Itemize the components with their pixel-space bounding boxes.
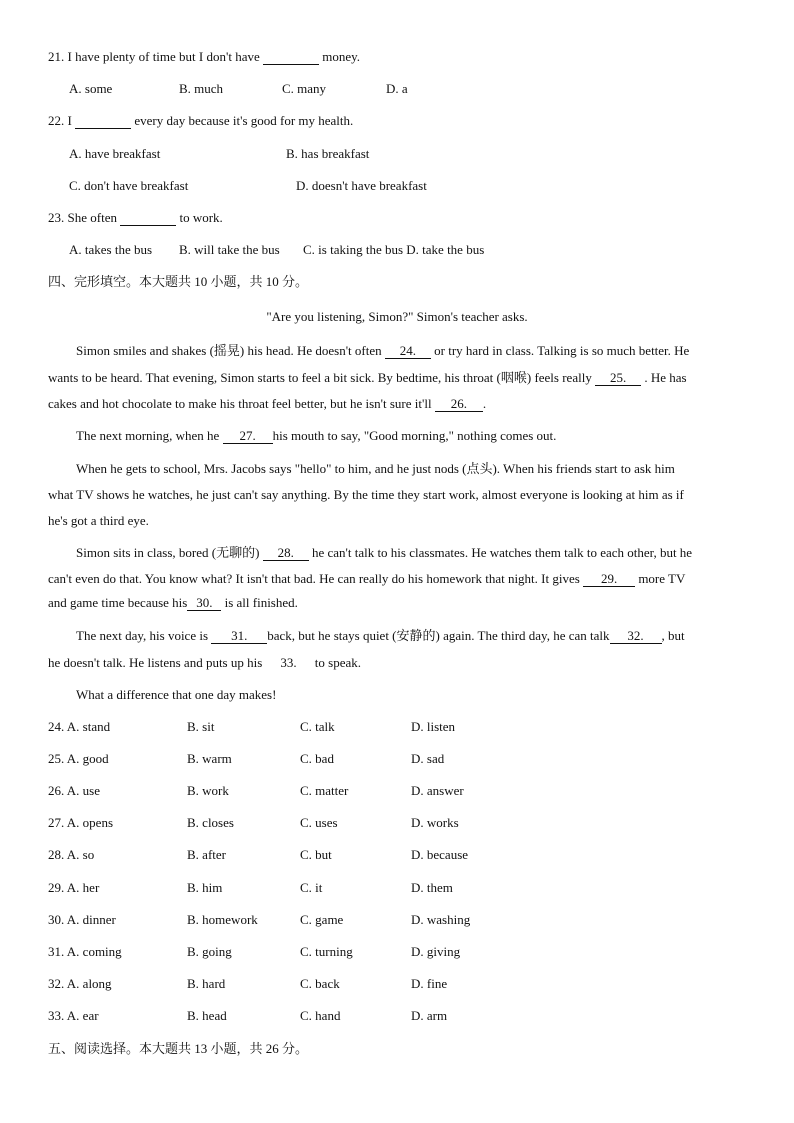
passage-line: When he gets to school, Mrs. Jacobs says "hello" to him, and he just nods (点头). When his friends start to ask him xyxy=(76,461,675,476)
passage-text: can't even do that. You know what? It isn't that bad. He can really do his homework that night. It gives xyxy=(48,571,580,586)
choice-option[interactable]: 30. A. dinner xyxy=(48,912,116,927)
passage-line xyxy=(76,343,689,359)
question-22 xyxy=(48,113,353,129)
passage-line: he's got a third eye. xyxy=(48,513,149,528)
passage-text: The next morning, when he xyxy=(76,428,220,443)
blank-26[interactable]: 26. xyxy=(435,397,483,412)
question-stem-end: every day because it's good for my health. xyxy=(134,113,354,128)
passage-line xyxy=(76,428,556,444)
question-stem-end: money. xyxy=(322,49,361,64)
option-b[interactable]: B. will take the bus xyxy=(179,242,280,257)
blank-30[interactable]: 30. xyxy=(187,596,221,611)
passage-text: wants to be heard. That evening, Simon starts to feel a bit sick. By bedtime, his throat (咽喉) feels really xyxy=(48,370,592,385)
choice-option[interactable]: D. giving xyxy=(411,944,461,959)
blank-27[interactable]: 27. xyxy=(223,429,273,444)
choice-option[interactable]: C. turning xyxy=(300,944,353,959)
answer-blank[interactable] xyxy=(263,50,319,65)
passage-text: . He has xyxy=(644,370,687,385)
choice-option[interactable]: C. but xyxy=(300,847,332,862)
choice-option[interactable]: B. sit xyxy=(187,719,215,734)
choice-option[interactable]: B. head xyxy=(187,1008,227,1023)
choice-option[interactable]: D. arm xyxy=(411,1008,448,1023)
passage-line xyxy=(48,655,361,671)
passage-title: "Are you listening, Simon?" Simon's teacher asks. xyxy=(266,309,528,324)
passage-line xyxy=(48,571,685,587)
choice-option[interactable]: 33. A. ear xyxy=(48,1008,99,1023)
choice-option[interactable]: 27. A. opens xyxy=(48,815,113,830)
blank-28[interactable]: 28. xyxy=(263,546,309,561)
blank-32[interactable]: 32. xyxy=(610,629,662,644)
passage-line xyxy=(48,370,687,386)
section-heading: 五、阅读选择。本大题共 13 小题，共 26 分。 xyxy=(48,1041,309,1056)
choice-option[interactable]: D. works xyxy=(411,815,459,830)
option-d[interactable]: D. doesn't have breakfast xyxy=(296,178,427,193)
passage-line xyxy=(48,396,486,412)
option-b[interactable]: B. has breakfast xyxy=(286,146,370,161)
blank-29[interactable]: 29. xyxy=(583,572,635,587)
choice-option[interactable]: B. after xyxy=(187,847,226,862)
blank-31[interactable]: 31. xyxy=(211,629,267,644)
passage-line xyxy=(76,545,692,561)
choice-option[interactable]: B. work xyxy=(187,783,229,798)
choice-option[interactable]: D. them xyxy=(411,880,453,895)
question-21 xyxy=(48,49,360,65)
choice-option[interactable]: D. because xyxy=(411,847,469,862)
choice-option[interactable]: B. closes xyxy=(187,815,234,830)
option-c[interactable]: C. many xyxy=(282,81,327,96)
choice-option[interactable]: C. bad xyxy=(300,751,334,766)
choice-option[interactable]: C. uses xyxy=(300,815,338,830)
choice-option[interactable]: D. sad xyxy=(411,751,445,766)
option-b[interactable]: B. much xyxy=(179,81,224,96)
option-c-d[interactable]: C. is taking the bus D. take the bus xyxy=(303,242,485,257)
passage-text: his mouth to say, "Good morning," nothing comes out. xyxy=(272,428,557,443)
passage-text: The next day, his voice is xyxy=(76,628,209,643)
question-23 xyxy=(48,210,223,226)
option-a[interactable]: A. takes the bus xyxy=(69,242,153,257)
passage-text: or try hard in class. Talking is so much better. He xyxy=(434,343,690,358)
passage-line: what TV shows he watches, he just can't say anything. By the time they start work, almost everyone is looking at him as if xyxy=(48,487,684,502)
passage-line xyxy=(48,595,298,611)
choice-option[interactable]: B. hard xyxy=(187,976,226,991)
choice-option[interactable]: B. homework xyxy=(187,912,258,927)
choice-option[interactable]: D. answer xyxy=(411,783,464,798)
answer-blank[interactable] xyxy=(120,211,176,226)
choice-option[interactable]: C. it xyxy=(300,880,323,895)
passage-line xyxy=(76,628,685,644)
passage-text: , but xyxy=(661,628,685,643)
choice-option[interactable]: C. hand xyxy=(300,1008,341,1023)
choice-option[interactable]: 28. A. so xyxy=(48,847,95,862)
passage-text: Simon sits in class, bored (无聊的) xyxy=(76,545,260,560)
question-stem-end: to work. xyxy=(179,210,223,225)
passage-line: What a difference that one day makes! xyxy=(76,687,277,702)
choice-option[interactable]: 32. A. along xyxy=(48,976,112,991)
choice-option[interactable]: D. fine xyxy=(411,976,448,991)
question-stem: 22. I xyxy=(48,113,72,128)
passage-text: he doesn't talk. He listens and puts up his xyxy=(48,655,263,670)
choice-option[interactable]: B. him xyxy=(187,880,223,895)
choice-option[interactable]: 29. A. her xyxy=(48,880,100,895)
blank-25[interactable]: 25. xyxy=(595,371,641,386)
choice-option[interactable]: B. going xyxy=(187,944,232,959)
passage-text: he can't talk to his classmates. He watches them talk to each other, but he xyxy=(311,545,693,560)
choice-option[interactable]: D. washing xyxy=(411,912,471,927)
blank-33[interactable]: 33. xyxy=(280,655,297,670)
choice-option[interactable]: 31. A. coming xyxy=(48,944,122,959)
question-stem: 21. I have plenty of time but I don't have xyxy=(48,49,260,64)
question-stem: 23. She often xyxy=(48,210,117,225)
choice-option[interactable]: 24. A. stand xyxy=(48,719,111,734)
passage-text: more TV xyxy=(638,571,686,586)
blank-24[interactable]: 24. xyxy=(385,344,431,359)
passage-text: . xyxy=(482,396,487,411)
passage-text: cakes and hot chocolate to make his throat feel better, but he isn't sure it'll xyxy=(48,396,432,411)
option-c[interactable]: C. don't have breakfast xyxy=(69,178,189,193)
choice-option[interactable]: C. game xyxy=(300,912,344,927)
choice-option[interactable]: B. warm xyxy=(187,751,232,766)
choice-option[interactable]: 25. A. good xyxy=(48,751,109,766)
passage-text: is all finished. xyxy=(224,595,298,610)
choice-option[interactable]: C. talk xyxy=(300,719,335,734)
choice-option[interactable]: D. listen xyxy=(411,719,456,734)
option-a[interactable]: A. some xyxy=(69,81,113,96)
passage-text: to speak. xyxy=(314,655,362,670)
option-d[interactable]: D. a xyxy=(386,81,408,96)
passage-text: Simon smiles and shakes (摇晃) his head. He doesn't often xyxy=(76,343,382,358)
section-heading: 四、完形填空。本大题共 10 小题，共 10 分。 xyxy=(48,274,309,289)
option-a[interactable]: A. have breakfast xyxy=(69,146,161,161)
choice-option[interactable]: C. back xyxy=(300,976,340,991)
passage-text: and game time because his xyxy=(48,595,188,610)
answer-blank[interactable] xyxy=(75,114,131,129)
choice-option[interactable]: C. matter xyxy=(300,783,349,798)
passage-text: back, but he stays quiet (安静的) again. The third day, he can talk xyxy=(267,628,610,643)
choice-option[interactable]: 26. A. use xyxy=(48,783,100,798)
